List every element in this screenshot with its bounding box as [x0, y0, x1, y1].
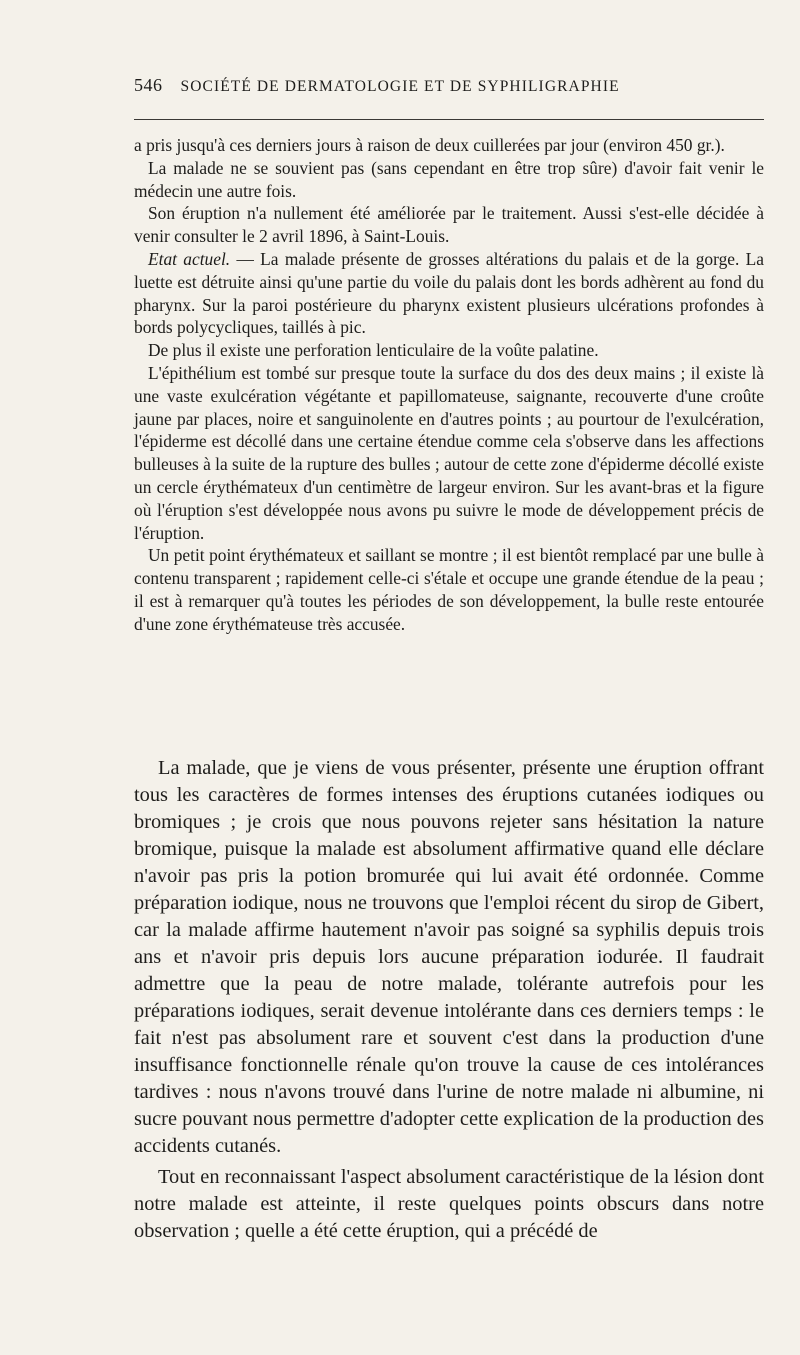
paragraph-5: De plus il existe une perforation lenticulaire de la voûte palatine. [148, 340, 599, 361]
paragraph-3: Son éruption n'a nullement été améliorée par le traitement. Aussi s'est-elle décidée à venir consulter le 2 avril 1896, à Saint-Louis. [134, 203, 764, 247]
case-report-small-text [134, 134, 764, 636]
commentary-paragraph-1: La malade, que je viens de vous présenter, présente une éruption offrant tous les caractères de formes intenses des éruptions cutanées iodiques ou bromiques ; je crois que nous pouvons rejeter sans hésitation la nature bromique, puisque la malade est absolument affirmative quand elle déclare n'avoir pas pris la potion bromurée qui lui avait été ordonnée. Comme préparation iodique, nous ne trouvons que l'emploi récent du sirop de Gibert, car la malade affirme hautement n'avoir pas soigné sa syphilis depuis trois ans et n'avoir pris depuis lors aucune préparation iodurée. Il faudrait admettre que la peau de notre malade, tolérante autrefois pour les préparations iodiques, serait devenue intolérante dans ces derniers temps : le fait n'est pas absolument rare et souvent c'est dans la production d'une insuffisance fonctionnelle rénale qu'on trouve la cause de ces intolérances tardives : nous n'avons trouvé dans l'urine de notre malade ni albumine, ni sucre pouvant nous permettre d'adopter cette explication de la production des accidents cutanés. [134, 757, 764, 1157]
paragraph-4 [134, 248, 764, 339]
paragraph-7: Un petit point érythémateux et saillant se montre ; il est bientôt remplacé par une bulle à contenu transparent ; rapidement celle-ci s'étale et occupe une grande étendue de la peau ; il est à remarquer qu'à toutes les périodes de son développement, la bulle reste entourée d'une zone érythémateuse très accusée. [134, 545, 764, 634]
page-number: 546 [134, 75, 163, 95]
header-rule [134, 119, 764, 120]
paragraph-4-text: — La malade présente de grosses altérations du palais et de la gorge. La luette est détruite ainsi qu'une partie du voile du palais dont les bords adhèrent au fond du pharynx. Sur la paroi postérieure du pharynx existent plusieurs ulcérations profondes à bords polycycliques, taillés à pic. [134, 248, 764, 338]
commentary-paragraph-2: Tout en reconnaissant l'aspect absolument caractéristique de la lésion dont notre malade est atteinte, il reste quelques points obscurs dans notre observation ; quelle a été cette éruption, qui a précédé de [134, 1166, 764, 1242]
commentary-large-text [134, 755, 764, 1245]
running-title: SOCIÉTÉ DE DERMATOLOGIE ET DE SYPHILIGRAPHIE [180, 78, 620, 95]
paragraph-1: a pris jusqu'à ces derniers jours à raison de deux cuillerées par jour (environ 450 gr.). [134, 135, 725, 155]
page-header [134, 75, 764, 99]
paragraph-6: L'épithélium est tombé sur presque toute la surface du dos des deux mains ; il existe là une vaste exulcération végétante et papillomateuse, saignante, recouverte d'une croûte jaune par places, noire et sanguinolente en d'autres points ; au pourtour de l'exulcération, l'épiderme est décollé dans une certaine étendue comme cela s'observe dans les affections bulleuses à la suite de la rupture des bulles ; autour de cette zone d'épiderme décollé existe un cercle érythémateux d'un centimètre de largeur environ. Sur les avant-bras et la figure où l'éruption s'est développée nous avons pu suivre le mode de développement précis de l'éruption. [134, 362, 764, 543]
etat-actuel-heading: Etat actuel. [148, 248, 231, 269]
paragraph-2: La malade ne se souvient pas (sans cependant en être trop sûre) d'avoir fait venir le médecin une autre fois. [134, 157, 764, 201]
